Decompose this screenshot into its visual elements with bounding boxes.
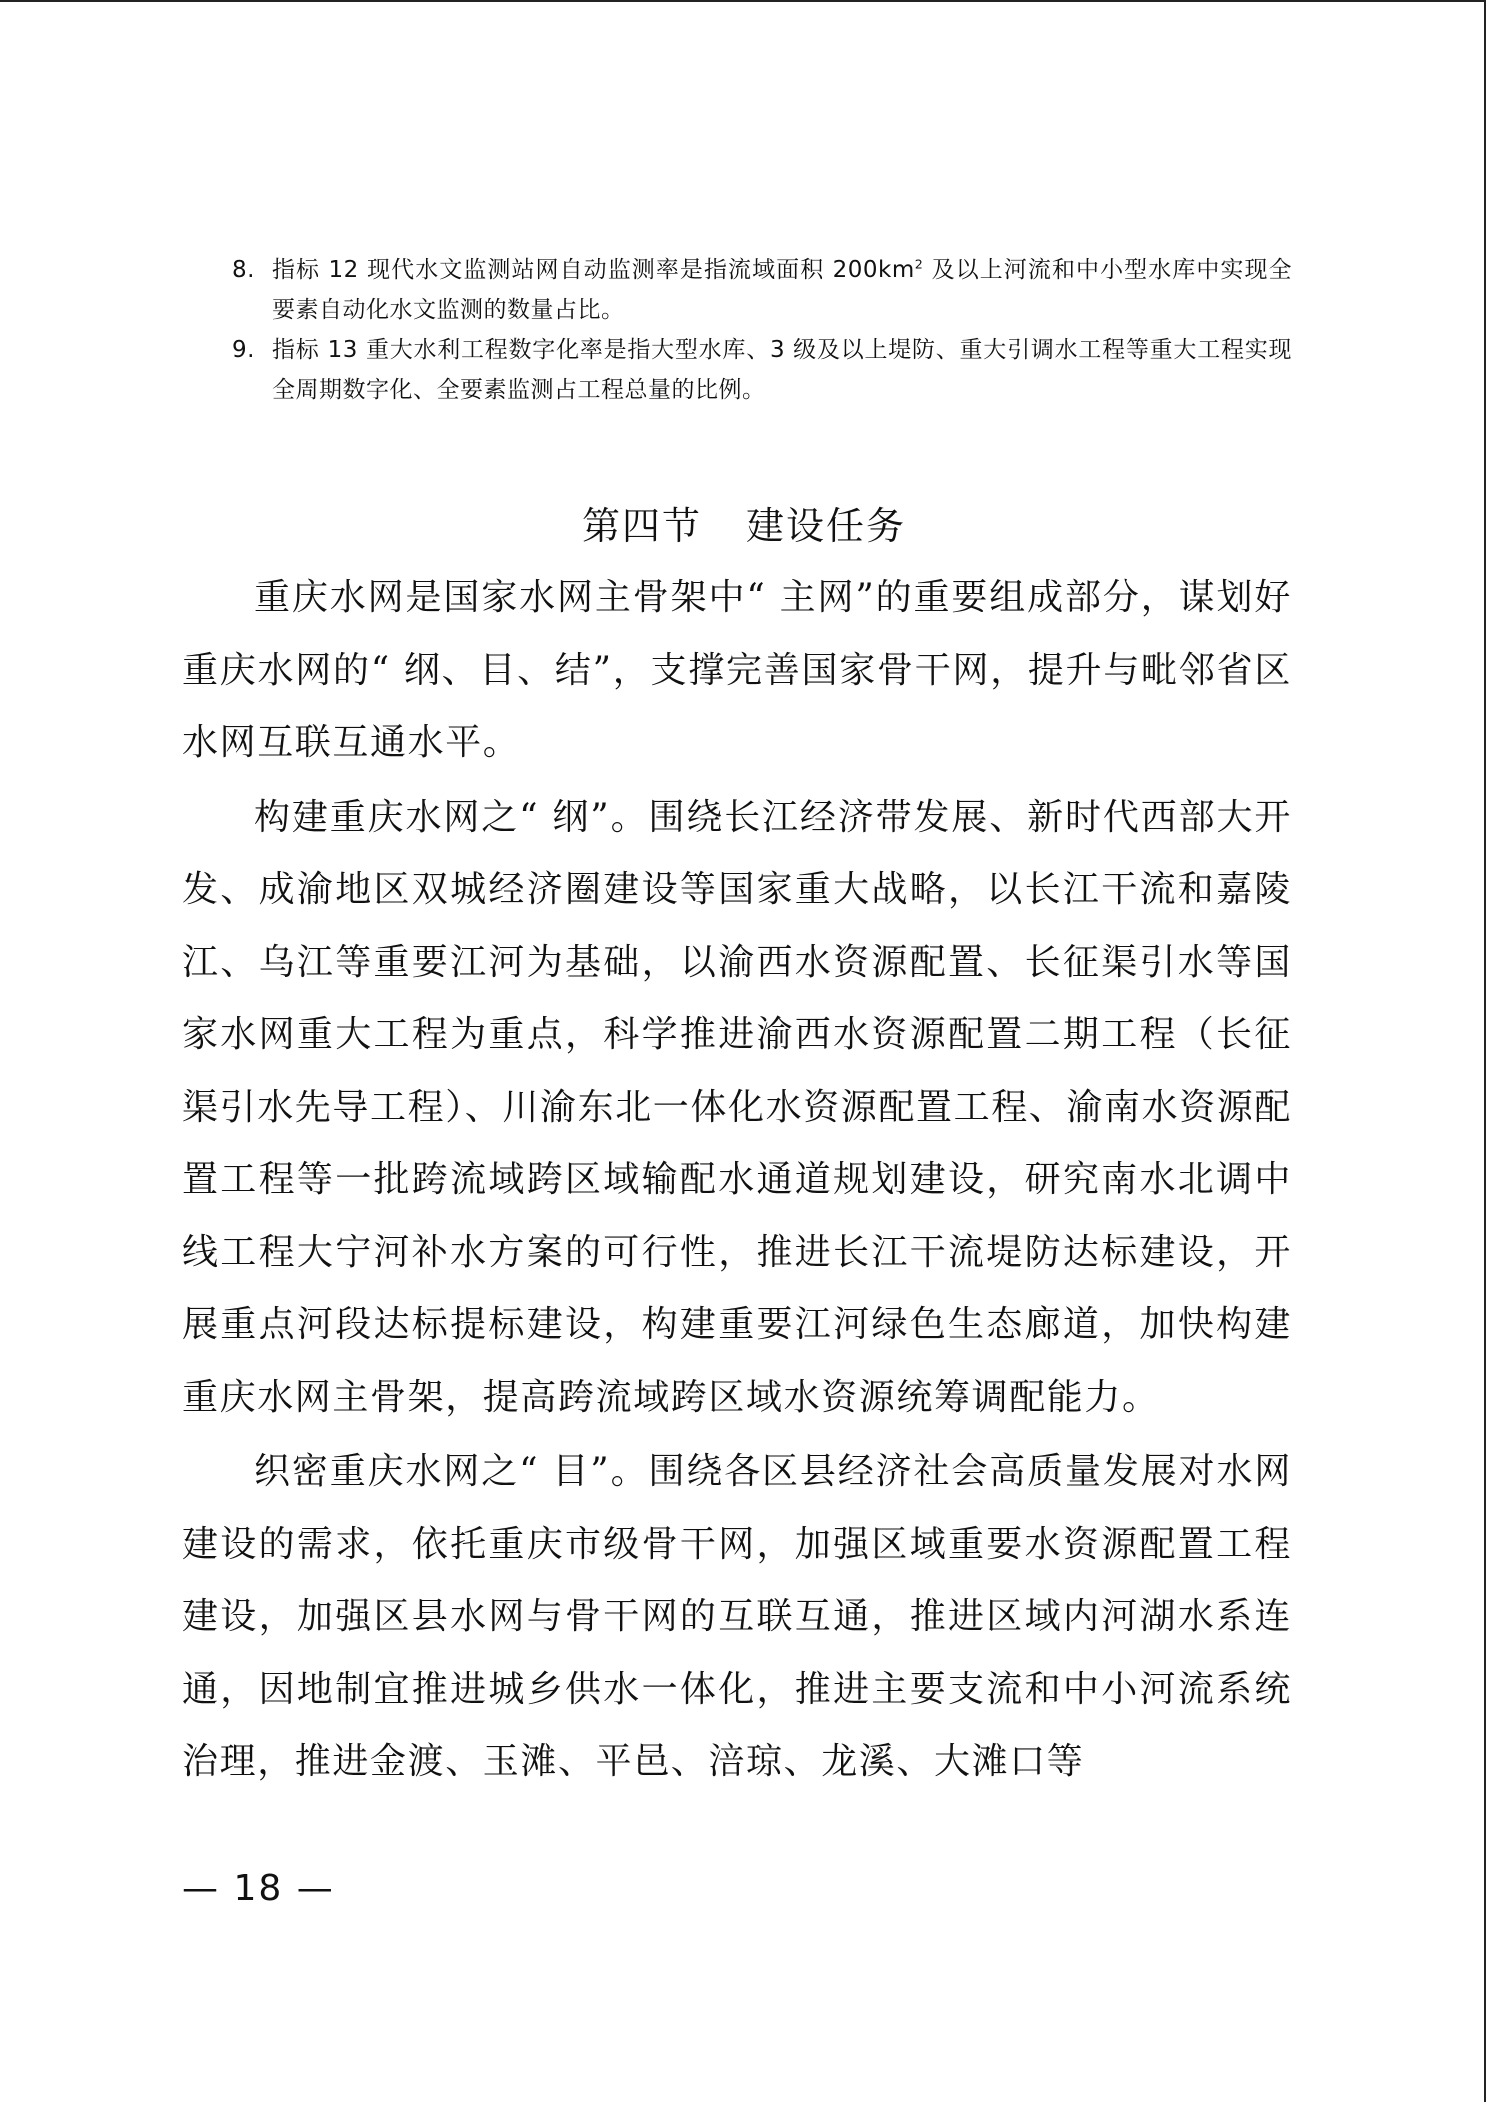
- paragraph: 构建重庆水网之“ 纲”。围绕长江经济带发展、新时代西部大开发、成渝地区双城经济圈建设等国家重大战略，以长江干流和嘉陵江、乌江等重要江河为基础，以渝西水资源配置、长征渠引水等国家水网重大工程为重点，科学推进渝西水资源配置二期工程（长征渠引水先导工程）、川渝东北一体化水资源配置工程、渝南水资源配置工程等一批跨流域跨区域输配水通道规划建设，研究南水北调中线工程大宁河补水方案的可行性，推进长江干流堤防达标建设，开展重点河段达标提标建设，构建重要江河绿色生态廊道，加快构建重庆水网主骨架，提高跨流域跨区域水资源统筹调配能力。: [182, 796, 1293, 1418]
- footnote-text-part: 及以上河流和中小型水库中实现全要素自动化水文监测的数量占比。: [272, 257, 1292, 323]
- section-heading: 建设任务: [746, 504, 907, 548]
- paragraph: 织密重庆水网之“ 目”。围绕各区县经济社会高质量发展对水网建设的需求，依托重庆市级骨干网，加强区域重要水资源配置工程建设，加强区县水网与骨干网的互联互通，推进区域内河湖水系连通，因地制宜推进城乡供水一体化，推进主要支流和中小河流系统治理，推进金渡、玉滩、平邑、涪琼、龙溪、大滩口等: [182, 1451, 1292, 1782]
- section-title: [0, 495, 1488, 550]
- footnote-text: [272, 250, 1292, 330]
- footnote-text: 指标 13 重大水利工程数字化率是指大型水库、3 级及以上堤防、重大引调水工程等重大工程实现全周期数字化、全要素监测占工程总量的比例。: [272, 337, 1292, 403]
- footnote-text-part: 指标 12 现代水文监测站网自动监测率是指流域面积 200km: [272, 257, 915, 283]
- superscript: 2: [914, 256, 924, 272]
- footnote-number: 8.: [232, 257, 255, 283]
- section-number: 第四节: [581, 504, 702, 548]
- footnote-number: 9.: [232, 337, 255, 363]
- paragraph: 重庆水网是国家水网主骨架中“ 主网”的重要组成部分，谋划好重庆水网的“ 纲、目、结”，支撑完善国家骨干网，提升与毗邻省区水网互联互通水平。: [182, 577, 1292, 763]
- footnotes: [232, 250, 1292, 410]
- body-text: [182, 562, 1292, 1801]
- page-number: — 18 —: [182, 1868, 335, 1909]
- footnote-8: [232, 250, 1292, 330]
- footnote-9: [232, 330, 1292, 410]
